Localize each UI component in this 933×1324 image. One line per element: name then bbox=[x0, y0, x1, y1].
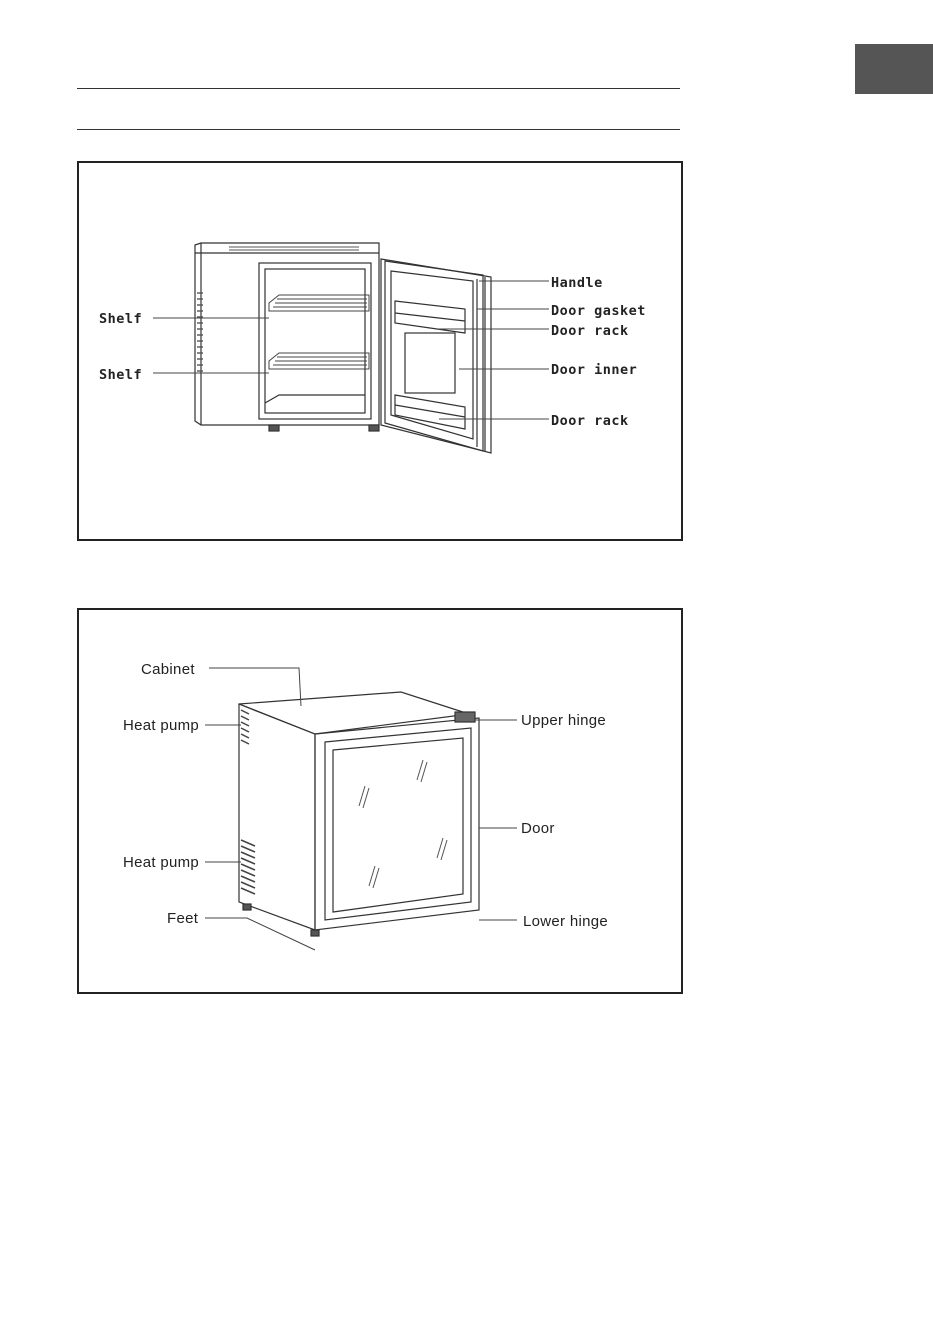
label-shelf-lower: Shelf bbox=[99, 367, 143, 383]
header-rule-top bbox=[77, 88, 680, 89]
label-shelf-upper: Shelf bbox=[99, 311, 143, 327]
cabinet-drawing bbox=[195, 243, 379, 431]
open-fridge-figure bbox=[77, 161, 683, 541]
label-door-rack-lower: Door rack bbox=[551, 413, 629, 429]
label-heat-pump-lower: Heat pump bbox=[123, 854, 200, 871]
label-door-inner: Door inner bbox=[551, 362, 638, 378]
label-door-gasket: Door gasket bbox=[551, 303, 646, 319]
label-upper-hinge: Upper hinge bbox=[521, 712, 607, 729]
shelf-lower-drawing bbox=[269, 353, 369, 369]
label-door: Door bbox=[521, 820, 555, 837]
closed-cabinet-drawing bbox=[239, 692, 479, 936]
header-rule-bottom bbox=[77, 129, 680, 130]
closed-fridge-figure bbox=[77, 608, 683, 994]
label-lower-hinge: Lower hinge bbox=[523, 913, 609, 930]
language-tab bbox=[855, 44, 933, 94]
label-cabinet: Cabinet bbox=[141, 661, 195, 678]
shelf-upper-drawing bbox=[269, 295, 369, 311]
closed-fridge-diagram bbox=[79, 610, 685, 996]
label-door-rack-upper: Door rack bbox=[551, 323, 629, 339]
door-drawing bbox=[381, 259, 491, 453]
open-fridge-diagram bbox=[79, 163, 685, 543]
leader-lines bbox=[153, 281, 549, 419]
label-feet: Feet bbox=[167, 910, 199, 927]
label-heat-pump-upper: Heat pump bbox=[123, 717, 200, 734]
label-handle: Handle bbox=[551, 275, 603, 291]
